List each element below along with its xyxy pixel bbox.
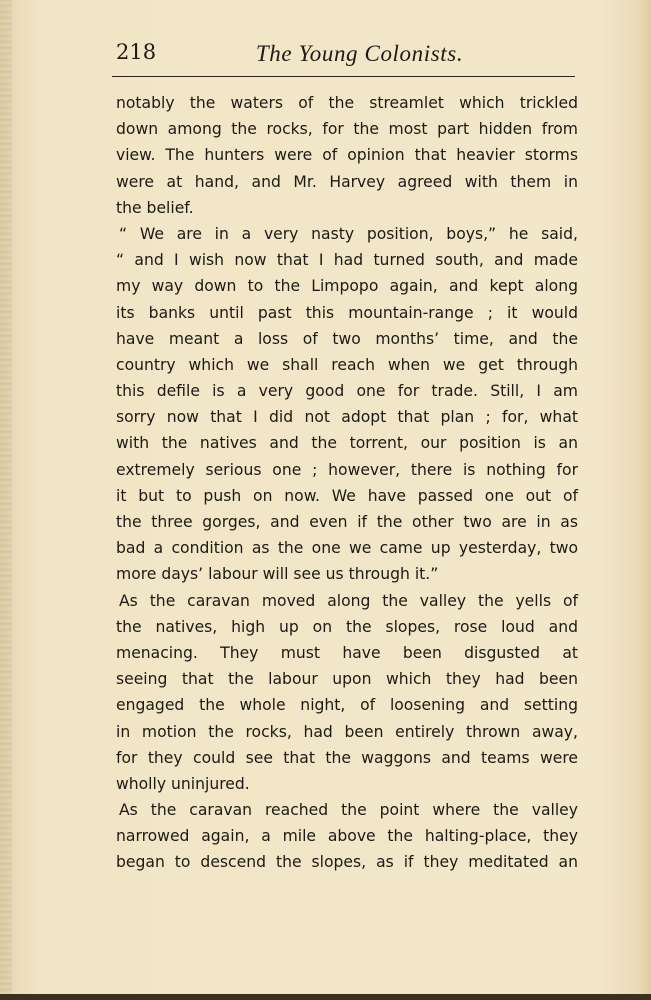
text-line: more days’ labour will see us through it.” [116,565,439,584]
text-line: down among the rocks, for the most part hidden from [116,120,578,139]
text-line: narrowed again, a mile above the halting-place, they [116,827,578,846]
text-line: As the caravan reached the point where the valley [119,801,578,820]
body-text [116,90,578,876]
page-number: 218 [116,40,157,64]
page-gutter [0,0,12,1000]
text-line: have meant a loss of two months’ time, and the [116,329,578,348]
text-line: notably the waters of the streamlet which trickled [116,94,578,112]
text-line: As the caravan moved along the valley the yells of [119,591,578,610]
running-title: The Young Colonists. [255,41,464,66]
running-header [112,36,577,70]
text-line: began to descend the slopes, as if they meditated an [116,853,578,872]
text-line: this defile is a very good one for trade. Still, I am [116,382,578,401]
page-bottom-edge [0,994,651,1000]
text-line: extremely serious one ; however, there is nothing for [116,460,578,479]
text-line: view. The hunters were of opinion that heavier storms [116,146,578,165]
text-line: the natives, high up on the slopes, rose loud and [116,617,578,636]
text-line: with the natives and the torrent, our position is an [116,434,578,453]
text-line: engaged the whole night, of loosening and setting [116,696,578,715]
text-line: sorry now that I did not adopt that plan ; for, what [116,408,578,427]
text-line: “ and I wish now that I had turned south, and made [116,251,578,270]
text-line: wholly uninjured. [116,774,250,793]
text-line: the three gorges, and even if the other two are in as [116,513,578,531]
text-line: its banks until past this mountain-range ; it would [116,303,578,322]
text-line: country which we shall reach when we get through [116,355,578,374]
text-line: were at hand, and Mr. Harvey agreed with them in [116,172,578,191]
header-rule [112,76,575,77]
text-line: “ We are in a very nasty position, boys,” he said, [119,224,578,243]
text-line: menacing. They must have been disgusted at [116,643,578,662]
text-line: bad a condition as the one we came up yesterday, two [116,539,578,558]
text-line: the belief. [116,198,194,217]
text-line: for they could see that the waggons and teams were [116,748,578,767]
text-line: my way down to the Limpopo again, and kept along [116,277,578,296]
text-line: in motion the rocks, had been entirely thrown away, [116,722,578,741]
text-line: it but to push on now. We have passed one out of [116,486,578,505]
text-line: seeing that the labour upon which they had been [116,670,578,689]
